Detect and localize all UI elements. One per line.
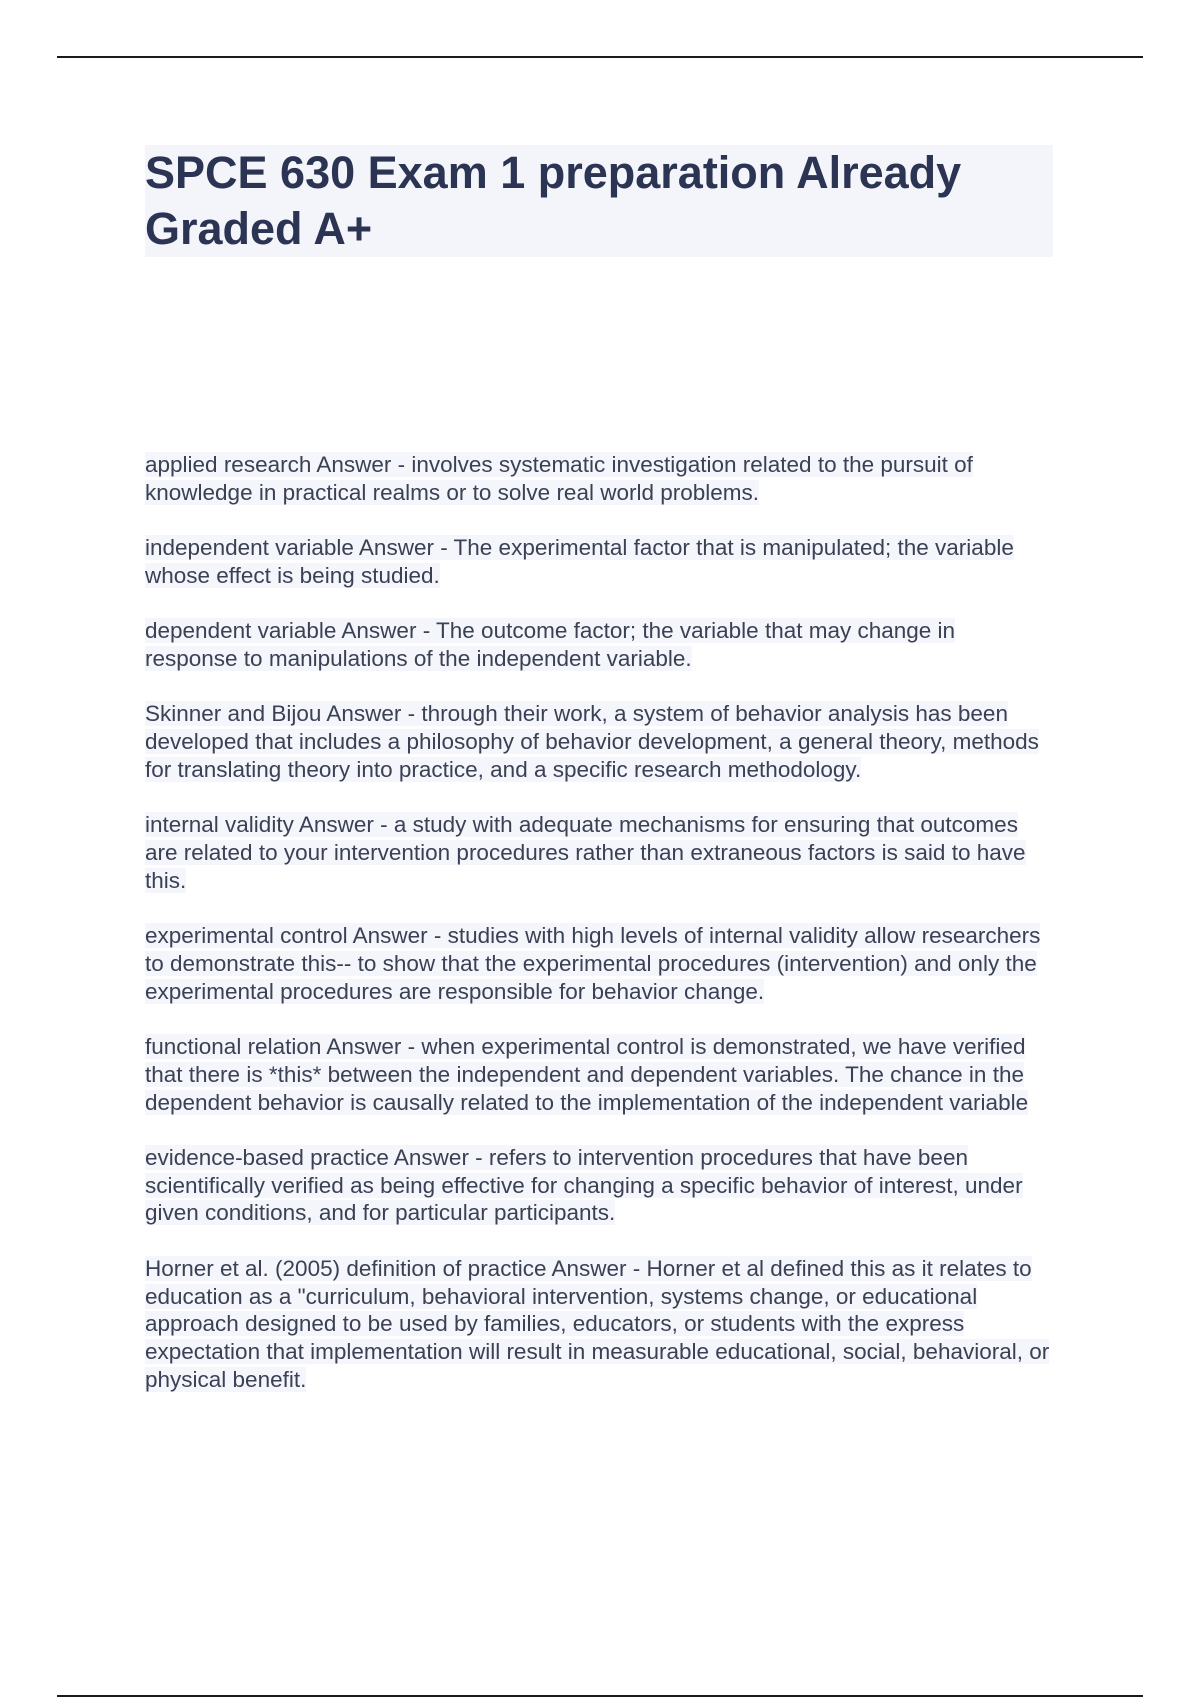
entry-dependent-variable (145, 617, 1050, 673)
entry-text: functional relation Answer - when experimental control is demonstrated, we have verified that there is *this* between the independent and dependent variables. The chance in the dependent behavior is causally related to the implementation of the independent variable (145, 1033, 1029, 1115)
header-rule (57, 56, 1143, 58)
entry-experimental-control (145, 922, 1050, 1005)
entry-text: evidence-based practice Answer - refers to intervention procedures that have been scientifically verified as being effective for changing a specific behavior of interest, under given conditions, and for particular participants. (145, 1144, 1023, 1226)
entry-internal-validity (145, 811, 1050, 894)
entries-list (145, 451, 1050, 1421)
entry-text: dependent variable Answer - The outcome factor; the variable that may change in response to manipulations of the independent variable. (145, 618, 956, 671)
entry-evidence-based-practice (145, 1144, 1050, 1227)
footer-rule (57, 1695, 1143, 1697)
entry-functional-relation (145, 1033, 1050, 1116)
entry-text: applied research Answer - involves systematic investigation related to the pursuit of knowledge in practical realms or to solve real world problems. (145, 452, 973, 505)
entry-text: experimental control Answer - studies with high levels of internal validity allow researchers to demonstrate this-- to show that the experimental procedures (intervention) and only the experimental procedures are responsible for behavior change. (145, 923, 1041, 1004)
entry-text: Skinner and Bijou Answer - through their work, a system of behavior analysis has been developed that includes a philosophy of behavior development, a general theory, methods for translating theory into practice, and a specific research methodology. (145, 701, 1039, 782)
title-block (145, 145, 1053, 257)
document-title: SPCE 630 Exam 1 preparation Already Graded A+ (145, 147, 962, 254)
entry-independent-variable (145, 534, 1050, 590)
entry-text: independent variable Answer - The experimental factor that is manipulated; the variable whose effect is being studied. (145, 535, 1014, 588)
entry-text: internal validity Answer - a study with adequate mechanisms for ensuring that outcomes are related to your intervention procedures rather than extraneous factors is said to have this. (145, 812, 1026, 893)
entry-skinner-and-bijou (145, 700, 1050, 783)
entry-horner-definition (145, 1255, 1050, 1394)
entry-applied-research (145, 451, 1050, 507)
entry-text: Horner et al. (2005) definition of practice Answer - Horner et al defined this as it relates to education as a "curriculum, behavioral intervention, systems change, or educational approach designed to be used by families, educators, or students with the express expectation that implementation will result in measurable educational, social, behavioral, or physical benefit. (145, 1255, 1050, 1392)
